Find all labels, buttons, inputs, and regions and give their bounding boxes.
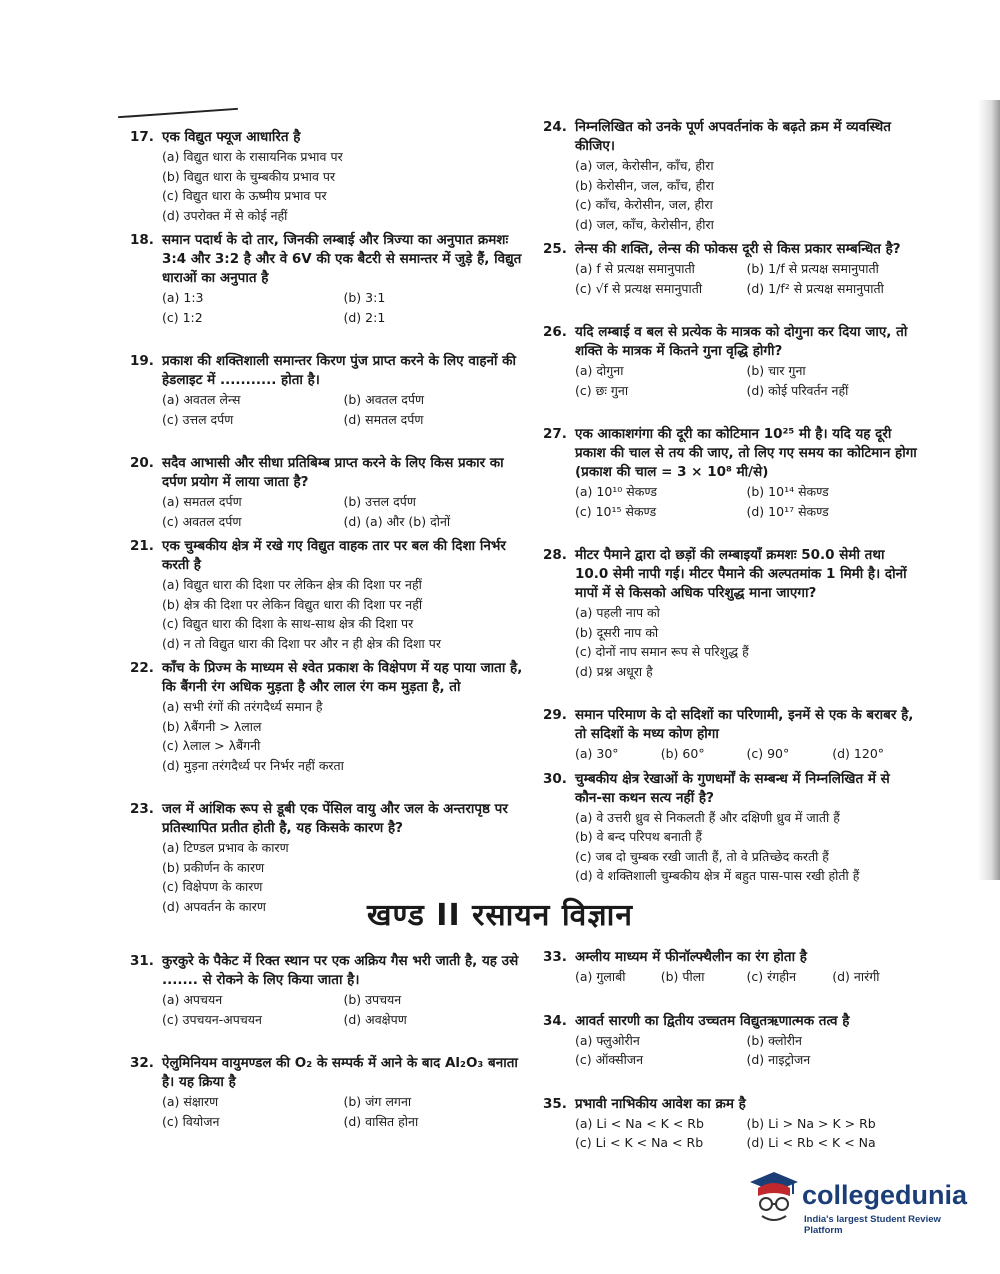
option-item: (d) जल, काँच, केरोसीन, हीरा bbox=[575, 216, 714, 232]
question-18 bbox=[130, 231, 525, 327]
logo-name: collegedunia bbox=[802, 1180, 968, 1210]
question-text: ऐलुमिनियम वायुमण्डल की O₂ के सम्पर्क में आने के बाद Al₂O₃ बनाता है। यह क्रिया है bbox=[162, 1055, 518, 1090]
option-item: (a) गुलाबी bbox=[575, 969, 626, 984]
option-item: (b) केरोसीन, जल, काँच, हीरा bbox=[575, 177, 714, 193]
question-number: 33. bbox=[543, 949, 567, 965]
question-header bbox=[543, 118, 918, 156]
question-header bbox=[130, 128, 525, 147]
options-group bbox=[575, 1114, 918, 1153]
option-item: (b) दूसरी नाप को bbox=[575, 624, 659, 640]
option-item: (c) λलाल > λबैंगनी bbox=[162, 738, 261, 753]
option-item: (c) दोनों नाप समान रूप से परिशुद्ध हैं bbox=[575, 644, 749, 659]
option-item: (c) ऑक्सीजन bbox=[575, 1052, 644, 1067]
collegedunia-logo bbox=[748, 1170, 978, 1236]
options-group bbox=[162, 147, 525, 225]
option-item: (c) √f से प्रत्यक्ष समानुपाती bbox=[575, 280, 703, 296]
option-item: (d) कोई परिवर्तन नहीं bbox=[746, 382, 849, 398]
option-item: (a) पहली नाप को bbox=[575, 605, 660, 620]
option-item: (c) 1:2 bbox=[162, 309, 203, 325]
question-text: आवर्त सारणी का द्वितीय उच्चतम विद्युतऋणात्मक तत्व है bbox=[575, 1012, 850, 1029]
question-text: निम्नलिखित को उनके पूर्ण अपवर्तनांक के बढ़ते क्रम में व्यवस्थित कीजिए। bbox=[575, 119, 891, 154]
option-item: (a) वे उत्तरी ध्रुव से निकलती हैं और दक्षिणी ध्रुव में जाती हैं bbox=[575, 809, 840, 825]
option-item: (c) उपचयन-अपचयन bbox=[162, 1011, 262, 1027]
question-header bbox=[130, 454, 525, 492]
options-group bbox=[162, 575, 525, 653]
option-item: (d) वासित होना bbox=[343, 1113, 419, 1129]
question-text: सदैव आभासी और सीधा प्रतिबिम्ब प्राप्त करने के लिए किस प्रकार का दर्पण प्रयोग में लाया जाता है? bbox=[162, 455, 504, 490]
option-item: (b) प्रकीर्णन के कारण bbox=[162, 859, 265, 875]
option-item: (a) 1:3 bbox=[162, 290, 204, 305]
option-item: (c) वियोजन bbox=[162, 1113, 220, 1129]
options-group bbox=[575, 156, 918, 234]
option-item: (a) सभी रंगों की तरंगदैर्ध्य समान है bbox=[162, 699, 323, 714]
question-27 bbox=[543, 425, 918, 521]
option-item: (a) विद्युत धारा की दिशा पर लेकिन क्षेत्र की दिशा पर नहीं bbox=[162, 577, 422, 592]
options-group bbox=[162, 990, 525, 1029]
option-item: (b) λबैंगनी > λलाल bbox=[162, 718, 262, 734]
question-number: 18. bbox=[130, 232, 154, 248]
option-item: (b) वे बन्द परिपथ बनाती हैं bbox=[575, 829, 702, 844]
option-item: (b) Li > Na > K > Rb bbox=[746, 1115, 876, 1131]
question-number: 35. bbox=[543, 1095, 567, 1112]
question-number: 25. bbox=[543, 241, 567, 257]
option-item: (b) उत्तल दर्पण bbox=[343, 494, 416, 509]
question-text: एक विद्युत फ्यूज आधारित है bbox=[162, 129, 301, 145]
option-item: (d) वे शक्तिशाली चुम्बकीय क्षेत्र में बहुत पास-पास रखी होती हैं bbox=[575, 868, 860, 883]
option-item: (b) चार गुना bbox=[746, 363, 806, 378]
option-item: (a) Li < Na < K < Rb bbox=[575, 1115, 704, 1131]
option-item: (d) उपरोक्त में से कोई नहीं bbox=[162, 207, 288, 223]
question-text: कुरकुरे के पैकेट में रिक्त स्थान पर एक अक्रिय गैस भरी जाती है, यह उसे ....... से रोकने के लिए किया जाता है। bbox=[162, 953, 519, 988]
option-item: (a) अवतल लेन्स bbox=[162, 392, 241, 407]
option-item: (b) उपचयन bbox=[343, 992, 402, 1007]
page-edge-shadow bbox=[978, 100, 1000, 880]
question-text: समान पदार्थ के दो तार, जिनकी लम्बाई और त्रिज्या का अनुपात क्रमशः 3:4 और 3:2 है और वे 6V की एक बैटरी से समान्तर में जुड़े हैं, विद्युत धाराओं का अनुपात है bbox=[162, 232, 522, 286]
options-group bbox=[162, 390, 525, 429]
option-item: (a) विद्युत धारा के रासायनिक प्रभाव पर bbox=[162, 149, 343, 164]
logo-tagline: India's largest Student Review Platform bbox=[804, 1214, 941, 1236]
option-item: (c) छः गुना bbox=[575, 382, 629, 398]
question-25 bbox=[543, 240, 918, 298]
options-group bbox=[162, 492, 525, 531]
question-header bbox=[543, 546, 918, 603]
question-28 bbox=[543, 546, 918, 681]
question-24 bbox=[543, 118, 918, 234]
option-item: (a) फ्लुओरीन bbox=[575, 1032, 640, 1048]
option-item: (d) प्रश्न अधूरा है bbox=[575, 663, 653, 679]
question-text: एक आकाशगंगा की दूरी का कोटिमान 10²⁵ मी है। यदि यह दूरी प्रकाश की चाल से तय की जाए, तो लिए गए समय का कोटिमान होगा (प्रकाश की चाल = 3 × 10⁸ मी/से) bbox=[575, 426, 917, 480]
question-text: प्रकाश की शक्तिशाली समान्तर किरण पुंज प्राप्त करने के लिए वाहनों की हेडलाइट में ........... होता है। bbox=[162, 353, 517, 388]
option-item: (c) जब दो चुम्बक रखी जाती हैं, तो वे प्रतिच्छेद करती हैं bbox=[575, 848, 829, 864]
question-header bbox=[130, 1054, 525, 1092]
option-item: (c) विद्युत धारा के ऊष्मीय प्रभाव पर bbox=[162, 188, 327, 203]
question-text: एक चुम्बकीय क्षेत्र में रखे गए विद्युत वाहक तार पर बल की दिशा निर्भर करती है bbox=[162, 538, 506, 573]
question-header bbox=[543, 1012, 918, 1031]
question-text: अम्लीय माध्यम में फीनॉल्फ्थैलीन का रंग होता है bbox=[575, 949, 807, 965]
question-17 bbox=[130, 128, 525, 225]
options-group bbox=[575, 361, 918, 400]
question-33 bbox=[543, 948, 918, 987]
option-item: (a) दोगुना bbox=[575, 363, 624, 378]
options-group bbox=[162, 697, 525, 775]
question-number: 22. bbox=[130, 660, 154, 676]
options-group bbox=[575, 808, 918, 886]
mascot-icon bbox=[748, 1170, 800, 1228]
option-item: (d) नारंगी bbox=[832, 969, 880, 984]
question-22 bbox=[130, 659, 525, 775]
question-34 bbox=[543, 1012, 918, 1070]
question-header bbox=[130, 537, 525, 575]
question-35 bbox=[543, 1095, 918, 1153]
question-19 bbox=[130, 352, 525, 429]
question-header bbox=[543, 425, 918, 482]
option-item: (b) जंग लगना bbox=[343, 1094, 412, 1109]
option-item: (b) क्षेत्र की दिशा पर लेकिन विद्युत धारा की दिशा पर नहीं bbox=[162, 596, 423, 612]
option-item: (d) मुड़ना तरंगदैर्ध्य पर निर्भर नहीं करता bbox=[162, 757, 344, 773]
header-rule bbox=[118, 108, 238, 118]
option-item: (b) पीला bbox=[660, 969, 705, 984]
option-item: (d) (a) और (b) दोनों bbox=[343, 513, 451, 529]
question-number: 19. bbox=[130, 353, 154, 369]
options-group bbox=[575, 967, 918, 987]
option-item: (d) अवक्षेपण bbox=[343, 1011, 407, 1027]
question-text: यदि लम्बाई व बल से प्रत्येक के मात्रक को दोगुना कर दिया जाए, तो शक्ति के मात्रक में कितने गुना वृद्धि होगी? bbox=[575, 324, 908, 359]
option-item: (d) Li < Rb < K < Na bbox=[746, 1135, 876, 1150]
option-item: (b) विद्युत धारा के चुम्बकीय प्रभाव पर bbox=[162, 168, 336, 184]
option-item: (a) जल, केरोसीन, काँच, हीरा bbox=[575, 158, 714, 173]
question-text: चुम्बकीय क्षेत्र रेखाओं के गुणधर्मों के सम्बन्ध में निम्नलिखित में से कौन-सा कथन सत्य नहीं है? bbox=[575, 770, 890, 806]
question-header bbox=[130, 352, 525, 390]
option-item: (d) नाइट्रोजन bbox=[746, 1052, 811, 1067]
question-number: 20. bbox=[130, 455, 154, 471]
options-group bbox=[575, 259, 918, 298]
question-header bbox=[130, 952, 525, 990]
question-header bbox=[543, 1095, 918, 1114]
option-item: (c) उत्तल दर्पण bbox=[162, 411, 234, 427]
option-item: (c) विद्युत धारा की दिशा के साथ-साथ क्षेत्र की दिशा पर bbox=[162, 616, 414, 631]
option-item: (c) 10¹⁵ सेकण्ड bbox=[575, 503, 657, 519]
question-number: 23. bbox=[130, 801, 154, 817]
option-item: (c) काँच, केरोसीन, जल, हीरा bbox=[575, 197, 713, 212]
options-group bbox=[575, 603, 918, 681]
question-number: 31. bbox=[130, 953, 154, 969]
question-header bbox=[543, 706, 918, 744]
question-number: 17. bbox=[130, 129, 154, 145]
question-number: 29. bbox=[543, 707, 567, 723]
option-item: (d) अपवर्तन के कारण bbox=[162, 898, 266, 914]
option-item: (d) 2:1 bbox=[343, 309, 386, 325]
question-32 bbox=[130, 1054, 525, 1131]
option-item: (b) 60° bbox=[660, 746, 705, 761]
options-group bbox=[162, 1092, 525, 1131]
question-header bbox=[130, 231, 525, 288]
option-item: (d) 10¹⁷ सेकण्ड bbox=[746, 503, 829, 519]
question-text: प्रभावी नाभिकीय आवेश का क्रम है bbox=[575, 1095, 746, 1112]
question-26 bbox=[543, 323, 918, 400]
question-header bbox=[130, 800, 525, 838]
question-header bbox=[543, 240, 918, 259]
options-group bbox=[575, 1031, 918, 1070]
option-item: (c) विक्षेपण के कारण bbox=[162, 879, 263, 894]
option-item: (d) समतल दर्पण bbox=[343, 411, 424, 427]
question-header bbox=[130, 659, 525, 697]
question-number: 34. bbox=[543, 1012, 567, 1029]
question-text: काँच के प्रिज्म के माध्यम से श्वेत प्रकाश के विक्षेपण में यह पाया जाता है, कि बैंगनी रंग अधिक मुड़ता है और लाल रंग कम मुड़ता है, तो bbox=[162, 660, 523, 695]
question-text: समान परिमाण के दो सदिशों का परिणामी, इनमें से एक के बराबर है, तो सदिशों के मध्य कोण होगा bbox=[575, 707, 914, 742]
question-number: 21. bbox=[130, 538, 154, 554]
question-header bbox=[543, 770, 918, 808]
option-item: (a) 30° bbox=[575, 746, 619, 761]
question-30 bbox=[543, 770, 918, 886]
question-31 bbox=[130, 952, 525, 1029]
options-group bbox=[575, 744, 918, 764]
question-number: 32. bbox=[130, 1055, 154, 1071]
question-number: 28. bbox=[543, 547, 567, 563]
question-header bbox=[543, 948, 918, 967]
option-item: (a) f से प्रत्यक्ष समानुपाती bbox=[575, 261, 695, 276]
option-item: (c) अवतल दर्पण bbox=[162, 513, 242, 529]
option-item: (b) 10¹⁴ सेकण्ड bbox=[746, 484, 829, 499]
option-item: (a) समतल दर्पण bbox=[162, 494, 242, 509]
options-group bbox=[575, 482, 918, 521]
question-number: 27. bbox=[543, 426, 567, 442]
question-text: जल में आंशिक रूप से डूबी एक पेंसिल वायु और जल के अन्तरापृष्ठ पर प्रतिस्थापित प्रतीत होती है, यह किसके कारण है? bbox=[162, 801, 508, 836]
question-text: मीटर पैमाने द्वारा दो छड़ों की लम्बाइयाँ क्रमशः 50.0 सेमी तथा 10.0 सेमी नापी गई। मीटर पैमाने की अल्पतमांक 1 मिमी है। दोनों मापों में से किसको अधिक परिशुद्ध माना जाएगा? bbox=[575, 547, 907, 601]
question-number: 24. bbox=[543, 119, 567, 135]
option-item: (b) 1/f से प्रत्यक्ष समानुपाती bbox=[746, 261, 879, 276]
option-item: (a) 10¹⁰ सेकण्ड bbox=[575, 484, 657, 499]
option-item: (a) संक्षारण bbox=[162, 1094, 219, 1109]
option-item: (d) 1/f² से प्रत्यक्ष समानुपाती bbox=[746, 280, 884, 296]
option-item: (c) रंगहीन bbox=[746, 969, 797, 984]
section-title: खण्ड II रसायन विज्ञान bbox=[367, 898, 633, 933]
option-item: (c) Li < K < Na < Rb bbox=[575, 1135, 704, 1150]
question-number: 30. bbox=[543, 770, 567, 787]
question-29 bbox=[543, 706, 918, 764]
option-item: (b) क्लोरीन bbox=[746, 1032, 802, 1048]
question-text: लेन्स की शक्ति, लेन्स की फोकस दूरी से किस प्रकार सम्बन्धित है? bbox=[575, 241, 901, 257]
option-item: (d) न तो विद्युत धारा की दिशा पर और न ही क्षेत्र की दिशा पर bbox=[162, 635, 441, 651]
option-item: (b) 3:1 bbox=[343, 290, 386, 305]
question-20 bbox=[130, 454, 525, 531]
question-header bbox=[543, 323, 918, 361]
option-item: (a) टिण्डल प्रभाव के कारण bbox=[162, 840, 289, 855]
option-item: (b) अवतल दर्पण bbox=[343, 392, 425, 407]
question-number: 26. bbox=[543, 324, 567, 340]
options-group bbox=[162, 288, 525, 327]
question-21 bbox=[130, 537, 525, 653]
option-item: (d) 120° bbox=[832, 746, 885, 761]
option-item: (a) अपचयन bbox=[162, 992, 223, 1007]
option-item: (c) 90° bbox=[746, 746, 790, 761]
